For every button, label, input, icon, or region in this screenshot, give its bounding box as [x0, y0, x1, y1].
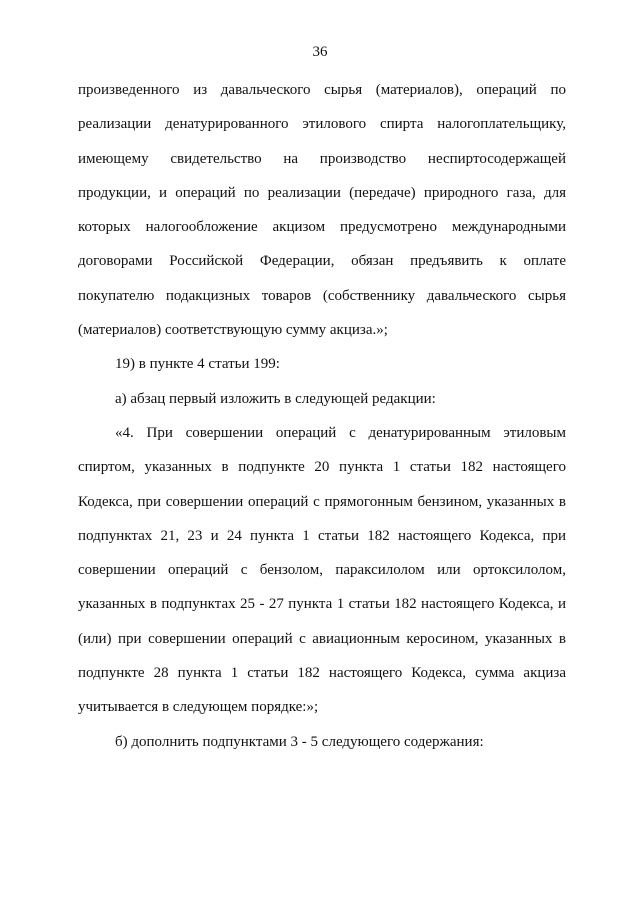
text-line: (материалов) соответствующую сумму акциза.»; — [78, 322, 388, 339]
quoted-paragraph-line: (или) при совершении операций с авиационным керосином, указанных в — [78, 630, 566, 647]
text-line: которых налогообложение акцизом предусмотрено международными — [78, 219, 566, 236]
text-line: покупателю подакцизных товаров (собственнику давальческого сырья — [78, 287, 566, 304]
quoted-paragraph-line: указанных в подпунктах 25 - 27 пункта 1 статьи 182 настоящего Кодекса, и — [78, 596, 566, 613]
quoted-paragraph-line: учитывается в следующем порядке:»; — [78, 699, 319, 716]
quoted-paragraph-line: «4. При совершении операций с денатурированным этиловым — [115, 424, 566, 441]
text-line: имеющему свидетельство на производство неспиртосодержащей — [78, 150, 566, 167]
page-number: 36 — [312, 44, 328, 60]
list-item-a: а) абзац первый изложить в следующей редакции: — [115, 390, 436, 407]
quoted-paragraph-line: спиртом, указанных в подпункте 20 пункта 1 статьи 182 настоящего — [78, 459, 566, 476]
quoted-paragraph-line: подпунктах 21, 23 и 24 пункта 1 статьи 182 настоящего Кодекса, при — [78, 527, 566, 544]
quoted-paragraph-line: подпункте 28 пункта 1 статьи 182 настоящего Кодекса, сумма акциза — [78, 665, 566, 682]
text-line: произведенного из давальческого сырья (материалов), операций по — [78, 82, 566, 98]
quoted-paragraph-line: совершении операций с бензолом, параксилолом или ортоксилолом, — [78, 562, 566, 579]
text-line: продукции, и операций по реализации (передаче) природного газа, для — [78, 184, 566, 201]
body-text — [78, 73, 566, 759]
text-line: договорами Российской Федерации, обязан предъявить к оплате — [78, 253, 566, 270]
list-item-b: б) дополнить подпунктами 3 - 5 следующего содержания: — [115, 733, 484, 750]
quoted-paragraph-line: Кодекса, при совершении операций с прямогонным бензином, указанных в — [78, 493, 566, 510]
text-line: реализации денатурированного этилового спирта налогоплательщику, — [78, 116, 566, 133]
list-item-19: 19) в пункте 4 статьи 199: — [115, 356, 280, 373]
